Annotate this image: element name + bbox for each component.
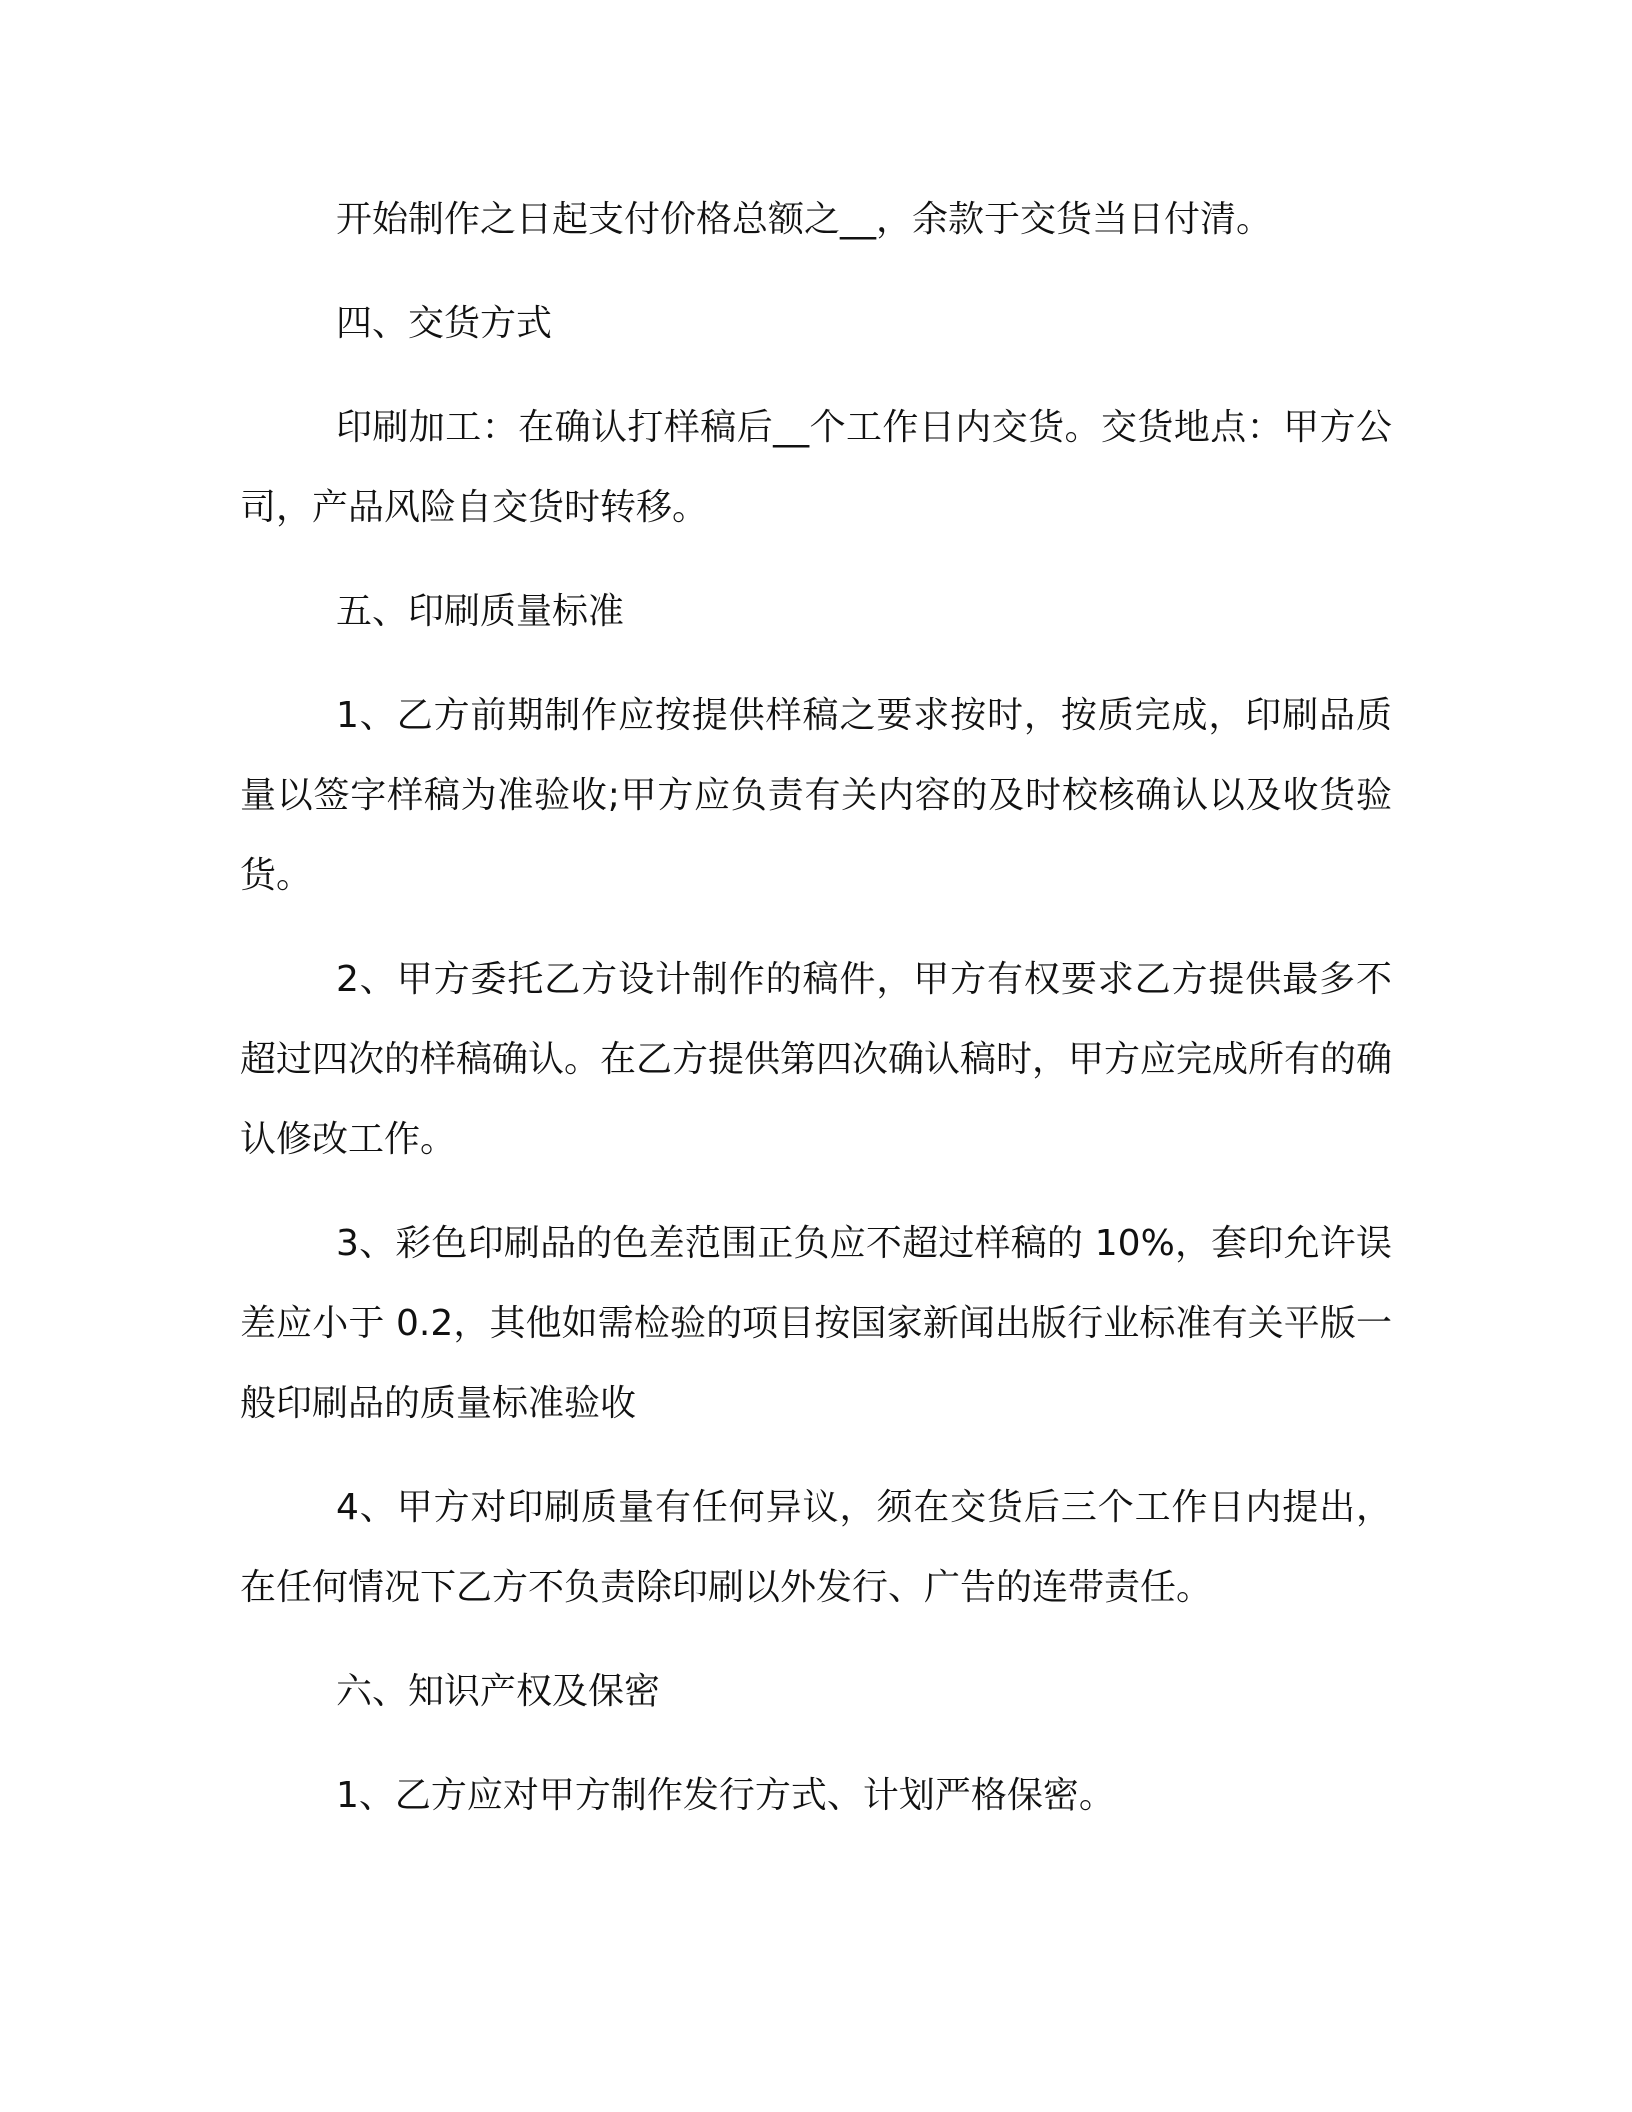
payment-paragraph: 开始制作之日起支付价格总额之__，余款于交货当日付清。	[336, 199, 1273, 240]
section-heading-delivery: 四、交货方式	[336, 303, 553, 344]
delivery-paragraph: 印刷加工：在确认打样稿后__个工作日内交货。交货地点：甲方公司，产品风险自交货时转移。	[240, 407, 1392, 528]
quality-clause-3: 3、彩色印刷品的色差范围正负应不超过样稿的 10%，套印允许误差应小于 0.2，其他如需检验的项目按国家新闻出版行业标准有关平版一般印刷品的质量标准验收	[240, 1223, 1392, 1424]
section-heading-ip: 六、知识产权及保密	[336, 1671, 661, 1712]
document-body	[240, 180, 1392, 1860]
ip-clause-1: 1、乙方应对甲方制作发行方式、计划严格保密。	[336, 1775, 1115, 1816]
quality-clause-4: 4、甲方对印刷质量有任何异议，须在交货后三个工作日内提出，在任何情况下乙方不负责除印刷以外发行、广告的连带责任。	[240, 1487, 1392, 1608]
quality-clause-1: 1、乙方前期制作应按提供样稿之要求按时，按质完成，印刷品质量以签字样稿为准验收;甲方应负责有关内容的及时校核确认以及收货验货。	[240, 695, 1392, 896]
quality-clause-2: 2、甲方委托乙方设计制作的稿件，甲方有权要求乙方提供最多不超过四次的样稿确认。在乙方提供第四次确认稿时，甲方应完成所有的确认修改工作。	[240, 959, 1393, 1160]
section-heading-quality: 五、印刷质量标准	[336, 591, 625, 632]
